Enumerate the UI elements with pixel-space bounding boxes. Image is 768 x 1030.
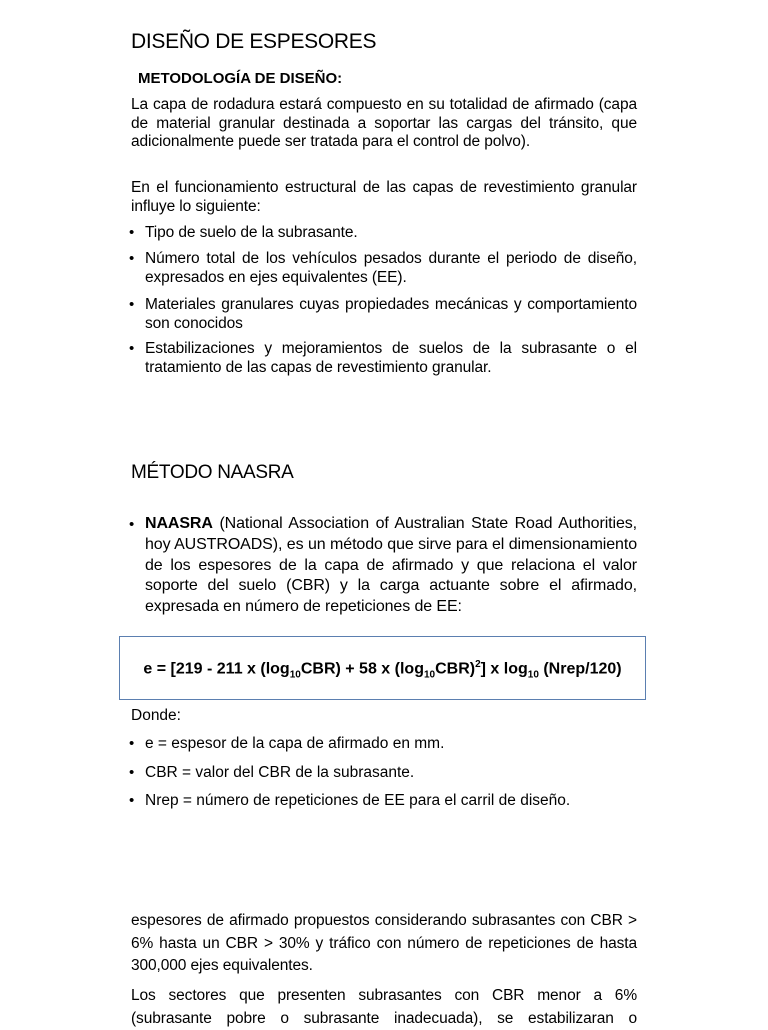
donde-label: Donde:: [131, 707, 181, 724]
formula-subscript: 10: [289, 669, 301, 681]
intro-paragraph: La capa de rodadura estará compuesto en su totalidad de afirmado (capa de material granular destinada a soportar las cargas del tránsito, que adicionalmente puede ser tratada para el control de polvo).: [131, 96, 637, 150]
factor-item: Estabilizaciones y mejoramientos de suelos de la subrasante o el tratamiento de las capas de revestimiento granular.: [145, 340, 637, 376]
naasra-text: (National Association of Australian State Road Authorities, hoy AUSTROADS), es un método que sirve para el dimensionamiento de los espesores de la capa de afirmado y que relaciona el valor soporte del suelo (CBR) y la carga actuante sobre el afirmado, expresada en número de repeticiones de EE:: [145, 515, 637, 616]
closing-paragraph-2: Los sectores que presenten subrasantes con CBR menor a 6% (subrasante pobre o subrasante inadecuada), se estabilizaran o: [131, 987, 637, 1027]
definition-item: e = espesor de la capa de afirmado en mm.: [145, 735, 445, 752]
structural-paragraph: En el funcionamiento estructural de las capas de revestimiento granular influye lo siguiente:: [131, 179, 637, 215]
bullet-marker: •: [129, 764, 135, 781]
bullet-marker: •: [129, 735, 135, 752]
formula-part: (Nrep/120): [538, 660, 622, 678]
bullet-marker: •: [129, 224, 135, 241]
formula-box: [119, 636, 646, 700]
definition-item: CBR = valor del CBR de la subrasante.: [145, 764, 415, 781]
bullet-marker: •: [129, 516, 135, 533]
factor-item: Materiales granulares cuyas propiedades mecánicas y comportamiento son conocidos: [145, 296, 637, 332]
factor-item: Número total de los vehículos pesados durante el periodo de diseño, expresados en ejes equivalentes (EE).: [145, 250, 637, 286]
closing-paragraph: espesores de afirmado propuestos considerando subrasantes con CBR > 6% hasta un CBR > 30% y tráfico con número de repeticiones de hasta 300,000 ejes equivalentes.: [131, 912, 637, 974]
naasra-paragraph: [145, 514, 637, 618]
formula-part: CBR) + 58 x (log: [300, 660, 424, 678]
page-title: DISEÑO DE ESPESORES: [131, 30, 377, 53]
formula-subscript: 10: [423, 669, 436, 681]
factor-item: Tipo de suelo de la subrasante.: [145, 224, 358, 241]
bullet-marker: •: [129, 792, 135, 809]
formula-part: e = [219 - 211 x (log: [143, 660, 290, 678]
method-title: MÉTODO NAASRA: [131, 462, 294, 483]
formula-subscript: 10: [527, 669, 539, 681]
formula-part: ] x log: [480, 660, 528, 678]
definition-item: Nrep = número de repeticiones de EE para el carril de diseño.: [145, 792, 571, 809]
naasra-formula: [120, 659, 645, 681]
formula-part: CBR): [435, 660, 476, 678]
bullet-marker: •: [129, 340, 135, 357]
naasra-bold: NAASRA: [145, 515, 213, 532]
section-subtitle: METODOLOGÍA DE DISEÑO:: [138, 70, 343, 87]
formula-superscript: 2: [475, 659, 481, 670]
bullet-marker: •: [129, 250, 135, 267]
bullet-marker: •: [129, 296, 135, 313]
